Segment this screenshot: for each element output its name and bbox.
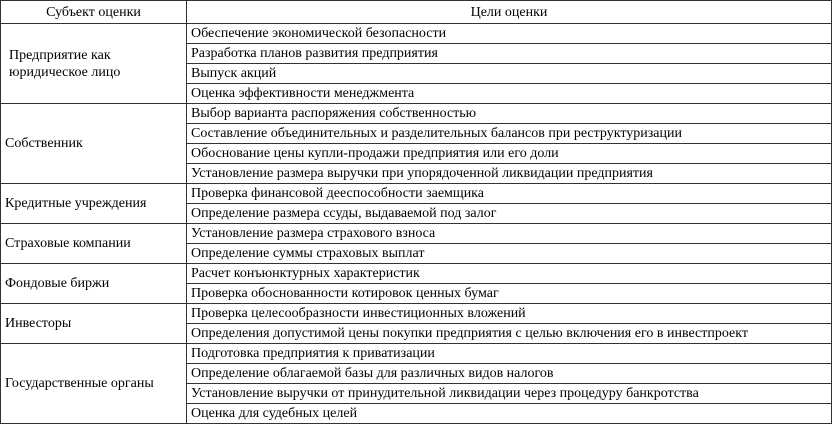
goal-cell: Проверка обоснованности котировок ценных бумаг: [187, 284, 832, 304]
table-row: [1, 224, 832, 244]
table-row: [1, 104, 832, 124]
subject-cell: Страховые компании: [1, 224, 187, 264]
table-row: [1, 184, 832, 204]
goal-cell: Подготовка предприятия к приватизации: [187, 344, 832, 364]
subject-cell: Фондовые биржи: [1, 264, 187, 304]
table-row: [1, 24, 832, 44]
header-row: [1, 1, 832, 24]
header-goals: Цели оценки: [187, 1, 832, 24]
goal-cell: Оценка эффективности менеджмента: [187, 84, 832, 104]
goal-cell: Определения допустимой цены покупки предприятия с целью включения его в инвестпроект: [187, 324, 832, 344]
table-row: [1, 344, 832, 364]
subject-cell: Государственные органы: [1, 344, 187, 424]
goal-cell: Выпуск акций: [187, 64, 832, 84]
subject-cell: Инвесторы: [1, 304, 187, 344]
goal-cell: Обоснование цены купли-продажи предприятия или его доли: [187, 144, 832, 164]
goal-cell: Установление выручки от принудительной ликвидации через процедуру банкротства: [187, 384, 832, 404]
goal-cell: Расчет конъюнктурных характеристик: [187, 264, 832, 284]
table-row: [1, 304, 832, 324]
goal-cell: Установление размера выручки при упорядоченной ликвидации предприятия: [187, 164, 832, 184]
goal-cell: Определение размера ссуды, выдаваемой под залог: [187, 204, 832, 224]
goal-cell: Определение суммы страховых выплат: [187, 244, 832, 264]
subject-cell: Предприятие как юридическое лицо: [1, 24, 187, 104]
header-subject: Субъект оценки: [1, 1, 187, 24]
goal-cell: Установление размера страхового взноса: [187, 224, 832, 244]
goal-cell: Выбор варианта распоряжения собственностью: [187, 104, 832, 124]
goal-cell: Обеспечение экономической безопасности: [187, 24, 832, 44]
goal-cell: Оценка для судебных целей: [187, 404, 832, 424]
goal-cell: Проверка целесообразности инвестиционных вложений: [187, 304, 832, 324]
subject-cell: Кредитные учреждения: [1, 184, 187, 224]
goal-cell: Определение облагаемой базы для различных видов налогов: [187, 364, 832, 384]
table-row: [1, 264, 832, 284]
subject-cell: Собственник: [1, 104, 187, 184]
goal-cell: Составление объединительных и разделительных балансов при реструктуризации: [187, 124, 832, 144]
goal-cell: Проверка финансовой дееспособности заемщика: [187, 184, 832, 204]
goal-cell: Разработка планов развития предприятия: [187, 44, 832, 64]
